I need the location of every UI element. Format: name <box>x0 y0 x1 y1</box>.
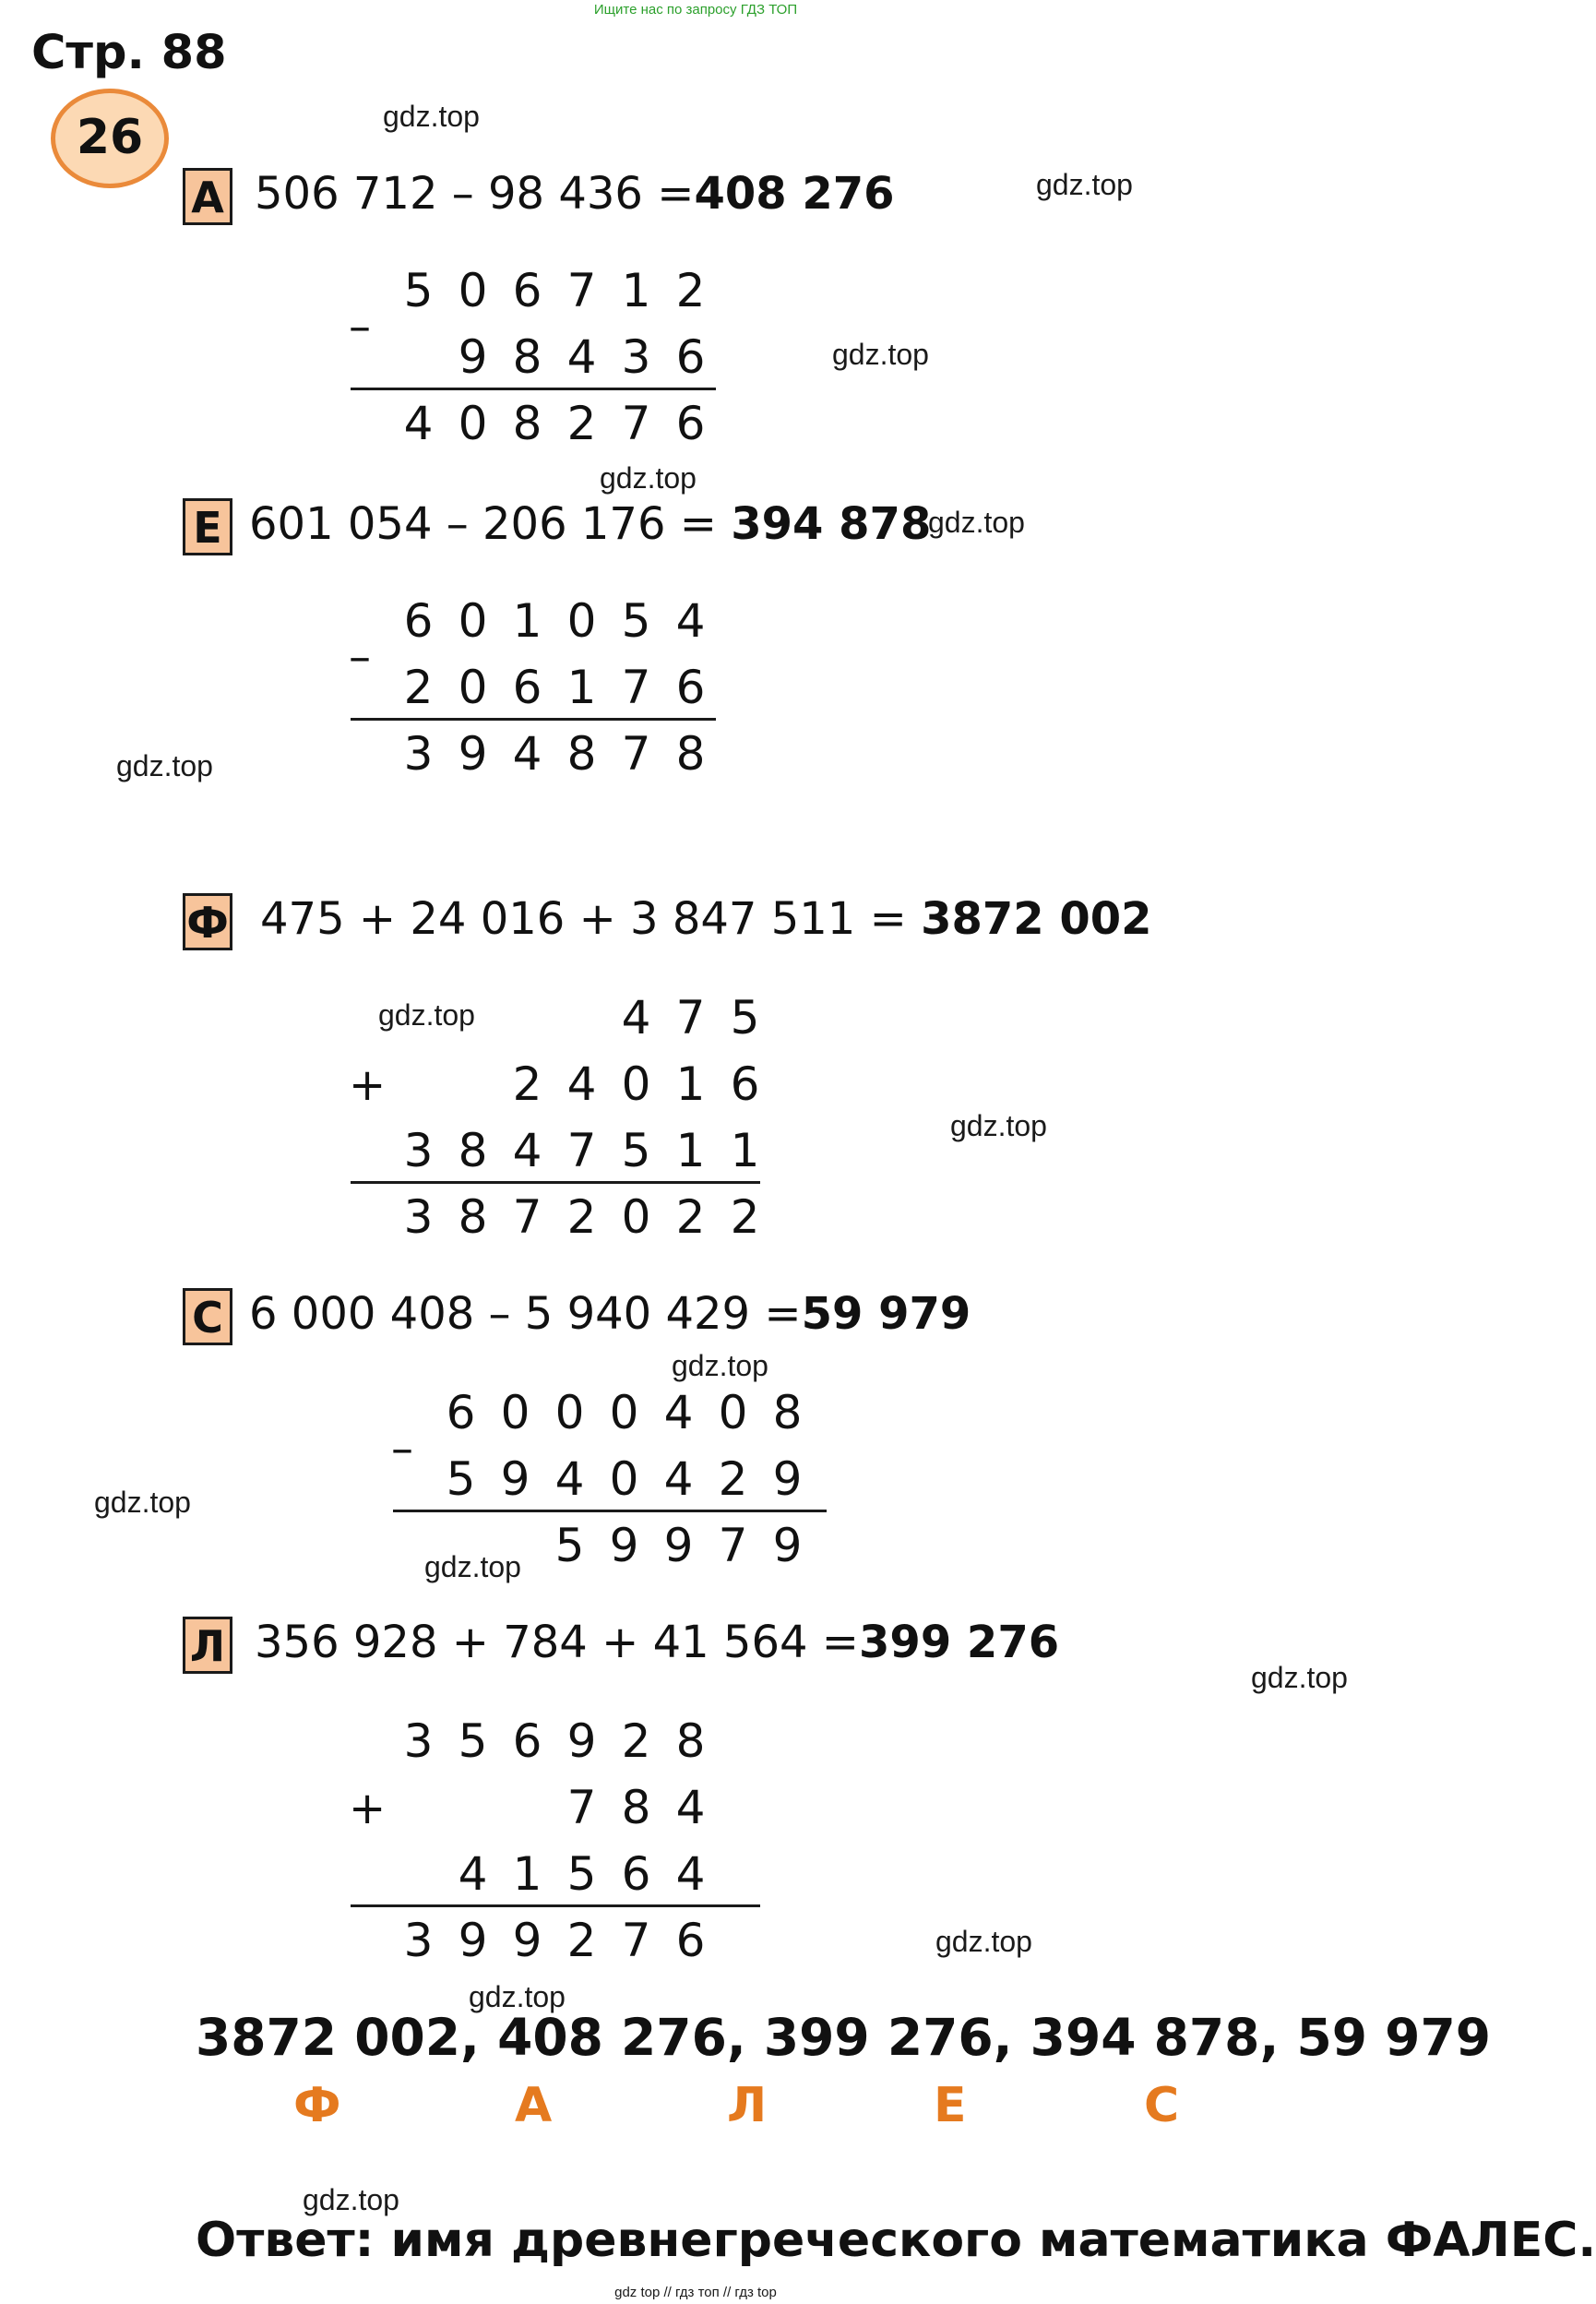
column-row: 6 0 0 0 4 0 8 <box>446 1386 803 1439</box>
column-row: 4 1 5 6 4 <box>458 1847 706 1901</box>
sum-line <box>351 388 716 390</box>
problem-expression: 506 712 – 98 436 =408 276 <box>255 168 895 220</box>
watermark: gdz.top <box>116 749 213 782</box>
operation-sign: + <box>349 1783 387 1834</box>
column-row: 2 0 6 1 7 6 <box>403 661 706 714</box>
column-row: 3 5 6 9 2 8 <box>403 1714 706 1768</box>
watermark: gdz.top <box>672 1349 768 1382</box>
answer-letter: А <box>515 2078 553 2133</box>
column-row: 5 0 6 7 1 2 <box>403 264 706 317</box>
column-result: 3 9 4 8 7 8 <box>403 727 706 781</box>
watermark: gdz.top <box>1251 1661 1348 1694</box>
page-title: Стр. 88 <box>31 26 227 80</box>
column-row: 5 9 4 0 4 2 9 <box>446 1452 803 1506</box>
final-answer: Ответ: имя древнегреческого математика ФАЛЕС. <box>196 2213 1596 2268</box>
column-result: 3 8 7 2 0 2 2 <box>403 1190 760 1244</box>
footer-note: gdz top // гдз топ // гдз top <box>614 2285 777 2300</box>
watermark: gdz.top <box>928 506 1025 539</box>
problem-letter: Л <box>183 1617 232 1674</box>
problem-expression: 601 054 – 206 176 = 394 878 <box>249 498 932 550</box>
watermark: gdz.top <box>469 1980 566 2013</box>
answer-letter: Е <box>934 2078 967 2133</box>
column-row: 2 4 0 1 6 <box>512 1057 760 1111</box>
column-row: 9 8 4 3 6 <box>458 330 706 384</box>
column-result: 4 0 8 2 7 6 <box>403 397 706 450</box>
watermark: gdz.top <box>600 461 697 495</box>
operation-sign: + <box>349 1059 387 1111</box>
sum-line <box>393 1510 827 1512</box>
watermark: gdz.top <box>935 1925 1032 1958</box>
watermark: gdz.top <box>832 338 929 371</box>
problem-letter: А <box>183 168 232 225</box>
watermark: gdz.top <box>383 100 480 133</box>
answer-letter: С <box>1144 2078 1180 2133</box>
problem-letter: Ф <box>183 893 232 950</box>
operation-sign: – <box>391 1423 413 1474</box>
problem-letter: Е <box>183 498 232 555</box>
watermark: gdz.top <box>424 1550 521 1583</box>
watermark: gdz.top <box>94 1486 191 1519</box>
sum-line <box>351 1904 760 1907</box>
problem-expression: 6 000 408 – 5 940 429 =59 979 <box>249 1288 971 1340</box>
problem-expression: 475 + 24 016 + 3 847 511 = 3872 002 <box>260 893 1152 945</box>
watermark: gdz.top <box>378 998 475 1032</box>
sum-line <box>351 1181 760 1184</box>
header-note: Ищите нас по запросу ГДЗ ТОП <box>593 2 798 18</box>
watermark: gdz.top <box>1036 168 1133 201</box>
answer-letter: Л <box>727 2078 768 2133</box>
problem-expression: 356 928 + 784 + 41 564 =399 276 <box>255 1617 1060 1668</box>
answer-letter: Ф <box>293 2078 341 2133</box>
answers-line: 3872 002, 408 276, 399 276, 394 878, 59 979 <box>196 2008 1491 2067</box>
column-row: 4 7 5 <box>621 991 760 1045</box>
task-number-badge: 26 <box>51 89 169 188</box>
watermark: gdz.top <box>303 2183 399 2216</box>
sum-line <box>351 718 716 721</box>
column-row: 7 8 4 <box>566 1781 706 1834</box>
operation-sign: – <box>349 631 371 683</box>
operation-sign: – <box>349 301 371 352</box>
column-row: 6 0 1 0 5 4 <box>403 594 706 648</box>
column-result: 5 9 9 7 9 <box>554 1519 803 1572</box>
column-row: 3 8 4 7 5 1 1 <box>403 1124 760 1177</box>
problem-letter: С <box>183 1288 232 1345</box>
column-result: 3 9 9 2 7 6 <box>403 1914 706 1967</box>
watermark: gdz.top <box>950 1109 1047 1142</box>
